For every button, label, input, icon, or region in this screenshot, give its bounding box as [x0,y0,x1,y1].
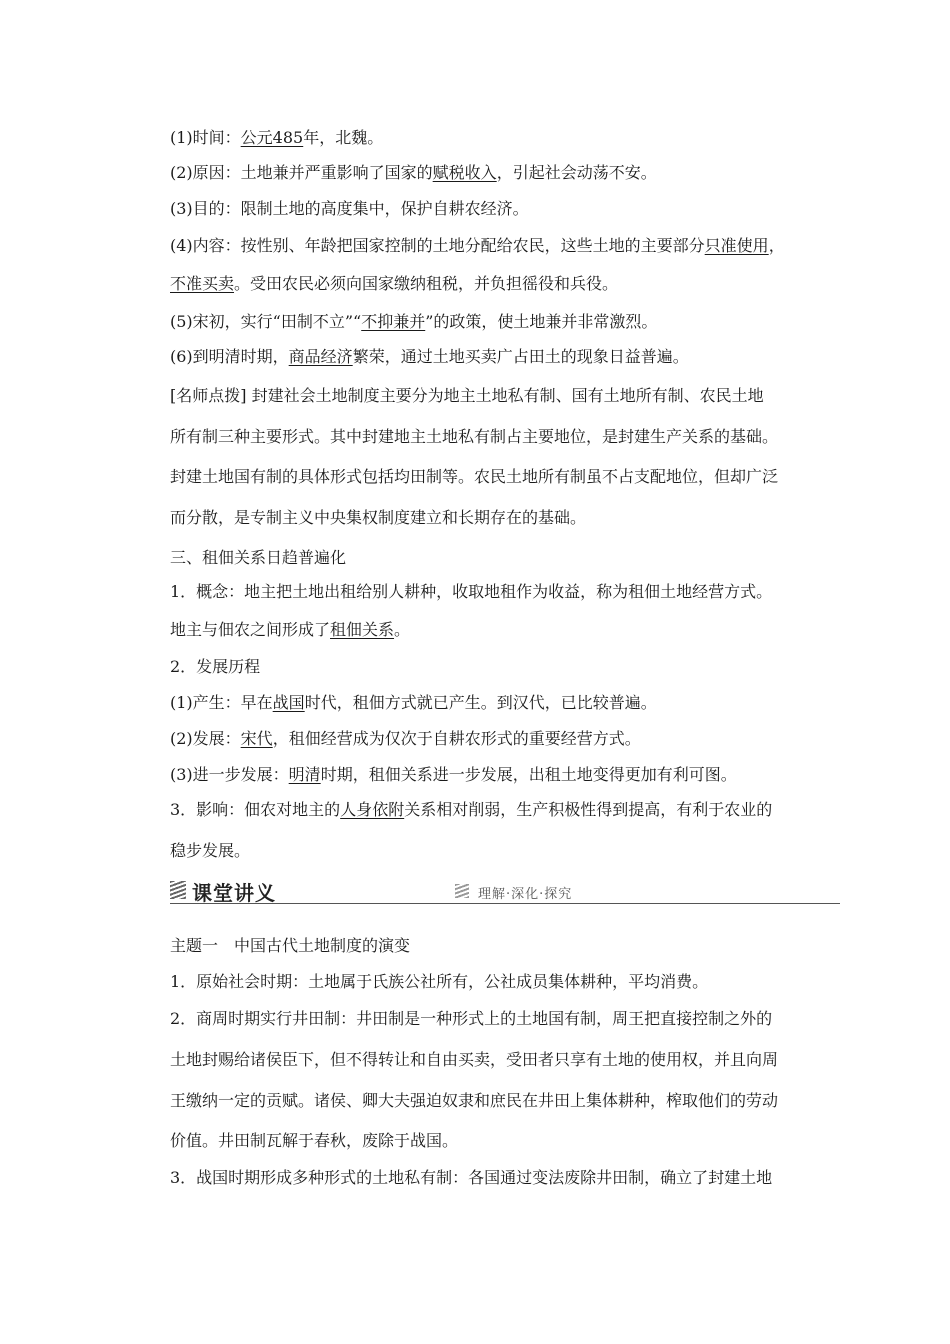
text-run: (4)内容：按性别、年龄把国家控制的土地分配给农民，这些土地的主要部分 [170,236,705,255]
text-line [170,274,618,294]
text-line [170,972,708,992]
text-line [170,1091,778,1111]
text-run: 王缴纳一定的贡赋。诸侯、卿大夫强迫奴隶和庶民在井田上集体耕种，榨取他们的劳动 [170,1091,779,1110]
text-run: 。受田农民必须向国家缴纳租税，并负担徭役和兵役。 [234,274,619,293]
text-line [170,199,529,219]
text-line [170,163,657,183]
banner-title: 课堂讲义 [192,881,276,905]
text-line [170,508,586,528]
underlined-term: 赋税收入 [432,163,497,182]
text-run: 土地封赐给诸侯臣下，但不得转让和自由买卖，受田者只享有土地的使用权，并且向周 [170,1050,779,1069]
banner-rule [170,903,840,904]
text-line [170,800,772,820]
text-line [170,936,410,956]
text-line [170,620,410,640]
underlined-term: 战国 [272,693,305,712]
text-run: 主题一 中国古代土地制度的演变 [170,936,411,955]
text-line [170,657,260,677]
text-run: (5)宋初，实行“田制不立”“ [170,312,362,331]
text-run: (1)产生：早在 [170,693,273,712]
text-run: 三、租佃关系日趋普遍化 [170,548,347,567]
text-run: 时代，租佃方式就已产生。到汉代，已比较普遍。 [304,693,657,712]
text-run: 地主与佃农之间形成了 [170,620,331,639]
text-line [170,582,772,602]
text-run: 封建土地国有制的具体形式包括均田制等。农民土地所有制虽不占支配地位，但却广泛 [170,467,779,486]
text-run: 所有制三种主要形式。其中封建地主土地私有制占主要地位，是封建生产关系的基础。 [170,427,779,446]
text-run: 3．影响：佃农对地主的 [170,800,341,819]
text-run: (2)发展： [170,729,241,748]
text-run: 关系相对削弱，生产积极性得到提高，有利于农业的 [404,800,773,819]
text-line [170,236,785,256]
text-run: (3)目的：限制土地的高度集中，保护自耕农经济。 [170,199,529,218]
underlined-term: 宋代 [240,729,273,748]
text-run: ”的政策，使土地兼并非常激烈。 [425,312,658,331]
section-banner [170,876,840,906]
text-line [170,693,657,713]
text-line [170,1131,458,1151]
text-line [170,467,778,487]
banner-subtitle: 理解·深化·探究 [478,887,573,902]
text-run: 。 [394,620,411,639]
text-run: ，租佃经营成为仅次于自耕农形式的重要经营方式。 [272,729,641,748]
text-line [170,347,689,367]
text-run: 2．商周时期实行井田制：井田制是一种形式上的土地国有制，周王把直接控制之外的 [170,1009,773,1028]
text-line [170,1009,772,1029]
text-run: 稳步发展。 [170,841,251,860]
text-run: 1．概念：地主把土地出租给别人耕种，收取地租作为收益，称为租佃土地经营方式。 [170,582,773,601]
text-run: 1．原始社会时期：土地属于氏族公社所有，公社成员集体耕种，平均消费。 [170,972,709,991]
text-run: ，引起社会动荡不安。 [496,163,657,182]
underlined-term: 不准买卖 [170,274,235,293]
text-run: 年，北魏。 [303,128,384,147]
text-line [170,729,641,749]
text-line [170,427,778,447]
text-run: (2)原因：土地兼并严重影响了国家的 [170,163,433,182]
text-line [170,312,657,332]
underlined-term: 不抑兼并 [361,312,426,331]
text-run: 2．发展历程 [170,657,261,676]
text-run: 3．战国时期形成多种形式的土地私有制：各国通过变法废除井田制，确立了封建土地 [170,1168,773,1187]
text-line [170,1050,778,1070]
underlined-term: 租佃关系 [330,620,395,639]
banner-stripe-small-icon [455,884,469,898]
banner-stripe-icon [170,881,186,899]
text-run: (6)到明清时期， [170,347,289,366]
text-line [170,386,764,406]
text-run: ， [768,236,785,255]
text-run: 繁荣，通过土地买卖广占田土的现象日益普遍。 [352,347,689,366]
text-line [170,548,346,568]
text-line [170,841,250,861]
text-run: 价值。井田制瓦解于春秋，废除于战国。 [170,1131,459,1150]
underlined-term: 公元485 [240,128,304,147]
text-run: (1)时间： [170,128,241,147]
text-line [170,128,383,148]
text-line [170,1168,772,1188]
text-line [170,765,737,785]
text-run: [名师点拨] 封建社会土地制度主要分为地主土地私有制、国有土地所有制、农民土地 [170,386,764,405]
underlined-term: 只准使用 [704,236,769,255]
text-run: 时期，租佃关系进一步发展，出租土地变得更加有利可图。 [320,765,737,784]
text-run: (3)进一步发展： [170,765,289,784]
underlined-term: 商品经济 [288,347,353,366]
underlined-term: 明清 [288,765,321,784]
underlined-term: 人身依附 [340,800,405,819]
text-run: 而分散，是专制主义中央集权制度建立和长期存在的基础。 [170,508,587,527]
